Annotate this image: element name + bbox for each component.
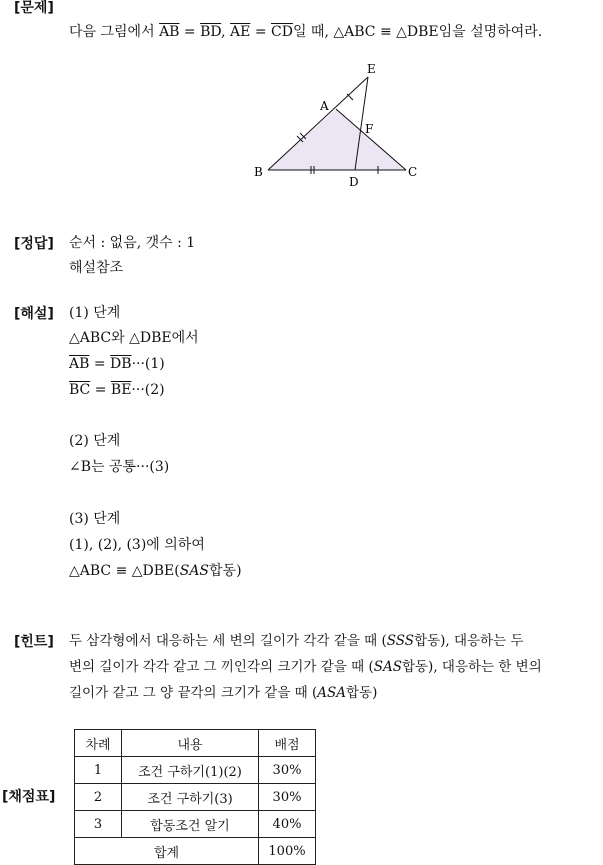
sas-italic: SAS xyxy=(179,563,210,579)
segment-ab: $\overline{AB}$ xyxy=(69,356,90,372)
problem-statement xyxy=(69,22,542,42)
problem-label: [문제] xyxy=(14,0,54,16)
hint-text-1a: 두 삼각형에서 대응하는 세 변의 길이가 각각 같을 때 ( xyxy=(69,633,387,649)
equals-sign-2: = xyxy=(254,24,267,40)
step-1-line-3 xyxy=(69,380,165,400)
step-2-line-1: ∠B는 공통···(3) xyxy=(69,459,170,475)
point-f-label: F xyxy=(365,122,374,136)
point-b-label: B xyxy=(254,165,263,179)
row-content: 조건 구하기(1)(2) xyxy=(122,757,259,784)
segment-cd: $\overline{CD}$ xyxy=(271,24,293,40)
hint-line-1 xyxy=(69,631,523,651)
table-total-row xyxy=(75,838,316,865)
step-1-title: (1) 단계 xyxy=(69,305,121,321)
row-points: 30% xyxy=(259,784,316,811)
tick-ae xyxy=(347,94,353,100)
scoring-table xyxy=(74,729,316,865)
row-points: 40% xyxy=(259,811,316,838)
header-points: 배점 xyxy=(259,730,316,757)
row-content: 합동조건 알기 xyxy=(122,811,259,838)
hint-line-3 xyxy=(69,683,377,703)
hint-text-3a: 길이가 같고 그 양 끝각의 크기가 같을 때 ( xyxy=(69,685,318,701)
asa-italic: ASA xyxy=(317,685,347,701)
hint-label: [힌트] xyxy=(14,634,54,650)
row-order: 2 xyxy=(75,784,122,811)
point-d-label: D xyxy=(349,175,359,189)
tag-1: ···(1) xyxy=(131,356,165,372)
sss-italic: SSS xyxy=(386,633,415,649)
triangle-figure xyxy=(250,58,430,192)
segment-db: $\overline{DB}$ xyxy=(110,356,132,372)
total-label: 합계 xyxy=(75,838,259,865)
comma: , xyxy=(221,24,226,40)
hint-text-2a: 변의 길이가 각각 같고 그 끼인각의 크기가 같을 때 ( xyxy=(69,659,374,675)
step-1-line-1: △ABC와 △DBE에서 xyxy=(69,330,199,346)
tick-ab-1 xyxy=(297,136,303,142)
step-3-title: (3) 단계 xyxy=(69,511,121,527)
solution-label: [해설] xyxy=(14,306,54,322)
point-e-label: E xyxy=(367,62,376,76)
sas-italic: SAS xyxy=(373,659,402,675)
scoring-label: [채점표] xyxy=(2,789,56,805)
step-3-line-1: (1), (2), (3)에 의하여 xyxy=(69,537,205,553)
step-2-title: (2) 단계 xyxy=(69,433,121,449)
equals-sign: = xyxy=(93,356,106,372)
total-value: 100% xyxy=(259,838,316,865)
congruence-suffix: 합동) xyxy=(209,563,242,579)
row-order: 1 xyxy=(75,757,122,784)
equals-sign: = xyxy=(94,382,107,398)
congruence-text: △ABC ≡ △DBE( xyxy=(69,563,180,579)
triangle-abc-fill xyxy=(268,109,406,170)
step-1-line-2 xyxy=(69,354,165,374)
segment-bd: $\overline{BD}$ xyxy=(200,24,222,40)
segment-bc: $\overline{BC}$ xyxy=(69,382,91,398)
row-content: 조건 구하기(3) xyxy=(122,784,259,811)
answer-line-2: 해설참조 xyxy=(69,260,124,276)
hint-text-1b: 합동), 대응하는 두 xyxy=(414,633,524,649)
row-order: 3 xyxy=(75,811,122,838)
point-a-label: A xyxy=(320,99,329,113)
segment-ae: $\overline{AE}$ xyxy=(230,24,251,40)
answer-label: [정답] xyxy=(14,236,54,252)
problem-suffix: 일 때, △ABC ≡ △DBE임을 설명하여라. xyxy=(292,24,543,40)
header-order: 차례 xyxy=(75,730,122,757)
table-row xyxy=(75,811,316,838)
equals-sign: = xyxy=(183,24,196,40)
row-points: 30% xyxy=(259,757,316,784)
header-content: 내용 xyxy=(122,730,259,757)
table-row xyxy=(75,757,316,784)
problem-prefix: 다음 그림에서 xyxy=(69,24,155,40)
table-header-row xyxy=(75,730,316,757)
step-3-line-2 xyxy=(69,561,242,581)
hint-line-2 xyxy=(69,657,542,677)
tag-2: ···(2) xyxy=(131,382,165,398)
answer-line-1: 순서 : 없음, 갯수 : 1 xyxy=(69,235,196,251)
table-row xyxy=(75,784,316,811)
segment-be: $\overline{BE}$ xyxy=(110,382,132,398)
hint-text-2b: 합동), 대응하는 한 변의 xyxy=(401,659,542,675)
point-c-label: C xyxy=(408,165,418,179)
segment-ab: $\overline{AB}$ xyxy=(159,24,180,40)
hint-text-3b: 합동) xyxy=(346,685,378,701)
